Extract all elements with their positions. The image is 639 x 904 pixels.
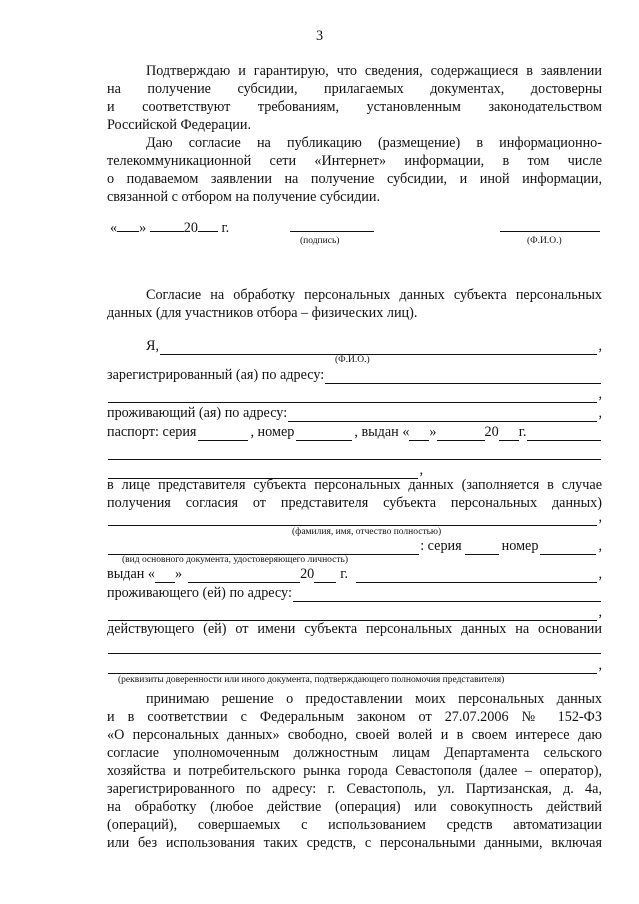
date-year-prefix: 20 (183, 220, 198, 236)
passport-g: г. (518, 424, 527, 440)
registered-row (107, 366, 602, 384)
acting-field-row-1 (107, 636, 602, 654)
rep-issued-year-field[interactable] (314, 569, 336, 583)
para1-line-3: и соответствуют требованиям, установленным законодательством (107, 99, 602, 115)
signature-field[interactable] (290, 231, 374, 232)
rep-doc-row (107, 537, 602, 555)
passport-issued-close: » (429, 424, 437, 440)
passport-day-field[interactable] (409, 427, 429, 441)
signature-date-row (110, 218, 229, 237)
passport-number-label: , номер (250, 424, 295, 440)
registered-address-field[interactable] (325, 370, 601, 384)
consent-heading-line-1: Согласие на обработку персональных данных субъекта персональных (146, 287, 602, 303)
fio-caption: (Ф.И.О.) (527, 236, 562, 246)
para1-line-1: Подтверждаю и гарантирую, что сведения, содержащиеся в заявлении (146, 63, 602, 79)
rep-line-1: в лице представителя субъекта персональных данных (заполняется в случае (107, 477, 602, 493)
consent-heading-line-2: данных (для участников отбора – физических лиц). (107, 305, 418, 321)
ya-row (146, 337, 602, 355)
proxy-caption: (реквизиты доверенности или иного документа, подтверждающего полномочия представителя) (118, 675, 505, 685)
decision-line-2: и в соответствии с Федеральным законом от 27.07.2006 № 152-ФЗ (107, 709, 602, 725)
acting-line: действующего (ей) от имени субъекта персональных данных на основании (107, 621, 602, 637)
date-year-field[interactable] (198, 218, 218, 232)
registered-row-2 (107, 385, 602, 403)
date-close-quote: » (139, 220, 147, 236)
signature-caption: (подпись) (300, 236, 340, 246)
decision-line-3: «О персональных данных» свободно, своей волей и в своем интересе даю (107, 727, 602, 743)
passport-comma: , (419, 462, 423, 478)
rep-number-field[interactable] (540, 541, 596, 555)
rep-living-field-2[interactable] (108, 607, 597, 621)
passport-issued-label: , выдан « (354, 424, 410, 440)
para2-line-1: Даю согласие на публикацию (размещение) в информационно- (146, 135, 602, 151)
acting-basis-field-2[interactable] (108, 660, 597, 674)
living-comma: , (598, 405, 602, 421)
rep-issued-year-prefix: 20 (300, 566, 315, 582)
para2-line-4: связанной с отбором на получение субсидии. (107, 189, 381, 205)
acting-comma: , (598, 657, 602, 673)
rep-living-label: проживающего (ей) по адресу: (107, 585, 292, 601)
passport-number-field[interactable] (296, 427, 352, 441)
rep-doc-comma: , (598, 538, 602, 554)
passport-year-prefix: 20 (484, 424, 499, 440)
rep-series-field[interactable] (465, 541, 499, 555)
passport-issuer-field[interactable] (527, 427, 601, 441)
rep-issued-row (107, 565, 602, 583)
ya-fio-caption: (Ф.И.О.) (335, 355, 370, 365)
rep-fio-comma: , (598, 509, 602, 525)
living-label: проживающий (ая) по адресу: (107, 405, 288, 421)
rep-issuer-field[interactable] (356, 569, 597, 583)
rep-issued-comma: , (598, 566, 602, 582)
decision-line-6: зарегистрированного по адресу: г. Севастополь, ул. Партизанская, д. 4а, (107, 781, 602, 797)
decision-line-9: или без использования таких средств, с персональными данными, включая (107, 835, 602, 851)
acting-basis-field[interactable] (108, 640, 601, 654)
decision-line-7: на обработку (любое действие (операция) или совокупность действий (107, 799, 602, 815)
para1-line-2: на получение субсидии, прилагаемых документах, достоверны (107, 81, 602, 97)
date-day-field[interactable] (117, 218, 139, 232)
rep-living-field[interactable] (293, 588, 601, 602)
date-open-quote: « (110, 220, 118, 236)
registered-comma: , (598, 386, 602, 402)
rep-living-comma: , (598, 604, 602, 620)
ya-fio-field[interactable] (160, 341, 597, 355)
para2-line-3: о подаваемом заявлении на получение субсидии, и иной информации, (107, 171, 602, 187)
passport-row-2 (107, 442, 602, 460)
decision-line-4: согласие уполномоченным должностным лицам Департамента сельского (107, 745, 602, 761)
rep-issued-day-field[interactable] (155, 569, 175, 583)
living-address-field[interactable] (288, 408, 597, 422)
fio-field[interactable] (500, 231, 600, 232)
passport-series-label: паспорт: серия (107, 424, 197, 440)
ya-label: Я, (146, 338, 160, 354)
acting-field-row-2 (107, 656, 602, 674)
registered-address-field-2[interactable] (108, 389, 597, 403)
passport-series-field[interactable] (198, 427, 248, 441)
rep-doc-type-field[interactable] (108, 541, 419, 555)
rep-living-row (107, 584, 602, 602)
passport-row (107, 423, 602, 441)
rep-fio-row (107, 508, 602, 526)
decision-line-1: принимаю решение о предоставлении моих персональных данных (146, 691, 602, 707)
rep-fio-field[interactable] (108, 512, 597, 526)
rep-issued-close: » (174, 566, 183, 582)
decision-line-5: хозяйства и потребительского рынка города Севастополя (далее – оператор), (107, 763, 602, 779)
date-month-field[interactable] (150, 218, 184, 232)
passport-month-field[interactable] (437, 427, 485, 441)
rep-number-label: номер (501, 538, 539, 554)
para2-line-2: телекоммуникационной сети «Интернет» информации, в том числе (107, 153, 602, 169)
living-row (107, 404, 602, 422)
passport-issuer-field-2[interactable] (108, 446, 601, 460)
rep-living-row-2 (107, 603, 602, 621)
rep-issued-month-field[interactable] (188, 569, 300, 583)
rep-issued-label: выдан « (107, 566, 155, 582)
para1-line-4: Российской Федерации. (107, 117, 252, 133)
rep-fio-caption: (фамилия, имя, отчество полностью) (292, 527, 442, 537)
rep-line-2: получения согласия от представителя субъекта персональных данных) (107, 495, 602, 511)
rep-series-label: : серия (420, 538, 462, 554)
rep-issued-g: г. (340, 566, 349, 582)
date-g: г. (221, 220, 230, 236)
ya-comma: , (598, 338, 602, 354)
page-number: 3 (315, 28, 324, 44)
decision-line-8: (операций), совершаемых с использованием средств автоматизации (107, 817, 602, 833)
rep-doc-caption: (вид основного документа, удостоверяющего личность) (122, 555, 349, 565)
registered-label: зарегистрированный (ая) по адресу: (107, 367, 325, 383)
passport-year-field[interactable] (499, 427, 519, 441)
